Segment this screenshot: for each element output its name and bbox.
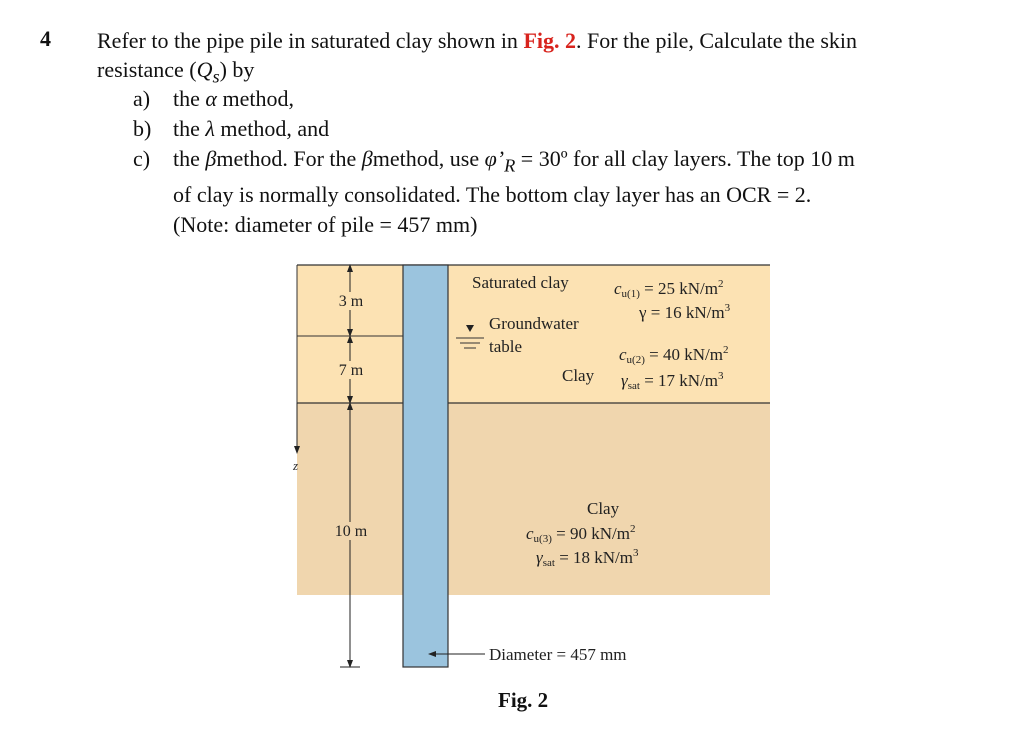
qs-subscript: s [212, 66, 220, 87]
layer2-cu: cu(2) = 40 $kN/m^2$ [619, 344, 729, 366]
dim-label-3m: 3 m [338, 293, 364, 310]
beta-symbol: β [205, 146, 217, 171]
figure-reference: Fig. 2 [523, 28, 576, 53]
layer3-cu: cu(3) = 90 $kN/m^2$ [526, 523, 636, 545]
soil-layer-bottom [297, 403, 770, 595]
layer2-name: Clay [562, 366, 595, 385]
intro-text-before: Refer to the pipe pile in saturated clay shown in [97, 28, 524, 53]
groundwater-label-table: table [489, 337, 523, 356]
option-label: b) [133, 116, 152, 141]
layer1-gamma: γ = 16 $kN/m^3$ [639, 302, 731, 322]
lambda-symbol: λ [205, 116, 215, 141]
groundwater-label: Groundwater [489, 314, 579, 333]
layer2-gamma: γsat = 17 $kN/m^3$ [621, 370, 724, 392]
dim-label-7m: 7 m [338, 362, 364, 379]
phi-subscript: R [504, 155, 516, 176]
diameter-label: Diameter = 457 mm [489, 645, 627, 664]
option-text: the α method, [173, 86, 294, 111]
z-axis-label: z [293, 458, 299, 473]
layer3-name: Clay [587, 499, 620, 518]
qs-symbol: Q [196, 57, 213, 82]
layer3-gamma: γsat = 18 $kN/m^3$ [536, 547, 639, 569]
intro-text-after: . For the pile, Calculate the skin [576, 28, 858, 53]
intro-line2-after: ) by [219, 57, 255, 82]
option-label: a) [133, 86, 151, 111]
figure-caption: Fig. 2 [498, 688, 549, 712]
option-text: the βmethod. For the βmethod, use $\varphi’_R$ = 30º for all clay layers. The top 10 m [173, 146, 855, 176]
intro-line2-before: resistance ( [97, 57, 197, 82]
option-text: the λ method, and [173, 116, 330, 141]
beta-symbol: β [361, 146, 373, 171]
option-c-line2: of clay is normally consolidated. The bottom clay layer has an OCR = 2. [173, 182, 812, 208]
alpha-symbol: α [205, 86, 217, 111]
option-c-note: (Note: diameter of pile = 457 mm) [173, 212, 478, 238]
option-label: c) [133, 146, 151, 171]
layer1-cu: cu(1) = 25 $kN/m^2$ [614, 278, 724, 300]
layer1-name: Saturated clay [472, 273, 569, 292]
dim-label-10m: 10 m [334, 523, 368, 540]
pipe-pile [403, 265, 448, 667]
phi-symbol: φ’ [484, 146, 505, 171]
question-number: 4 [40, 26, 51, 51]
